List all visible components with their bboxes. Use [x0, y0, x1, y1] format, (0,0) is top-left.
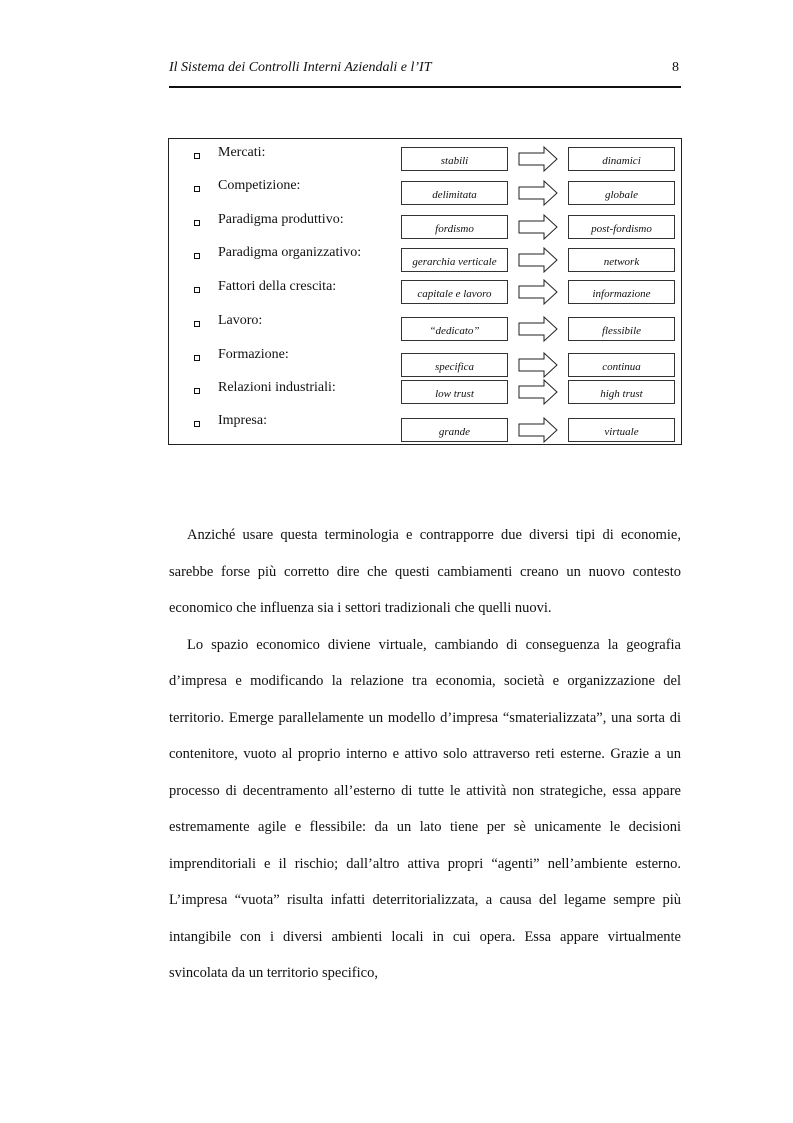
right-arrow-icon — [518, 146, 558, 172]
figure-row-paradigma-organizzativo — [169, 245, 683, 273]
new-state-box: network — [568, 248, 675, 272]
checkbox-bullet-icon — [194, 388, 200, 394]
right-arrow-icon — [518, 316, 558, 342]
row-label: Competizione: — [218, 178, 301, 193]
body-text — [169, 517, 681, 992]
old-state-box: “dedicato” — [401, 317, 508, 341]
old-state-box: fordismo — [401, 215, 508, 239]
right-arrow-icon — [518, 247, 558, 273]
figure-row-relazioni-industriali — [169, 380, 683, 408]
old-state-box: gerarchia verticale — [401, 248, 508, 272]
right-arrow-icon — [518, 214, 558, 240]
checkbox-bullet-icon — [194, 153, 200, 159]
new-state-box: continua — [568, 353, 675, 377]
old-state-box: stabili — [401, 147, 508, 171]
old-state-box: specifica — [401, 353, 508, 377]
row-label: Impresa: — [218, 413, 267, 428]
new-state-box: dinamici — [568, 147, 675, 171]
new-state-box: virtuale — [568, 418, 675, 442]
row-label: Relazioni industriali: — [218, 380, 336, 395]
right-arrow-icon — [518, 379, 558, 405]
old-state-box: capitale e lavoro — [401, 280, 508, 304]
checkbox-bullet-icon — [194, 287, 200, 293]
checkbox-bullet-icon — [194, 186, 200, 192]
row-label: Fattori della crescita: — [218, 279, 337, 294]
figure-row-fattori-crescita — [169, 279, 683, 307]
paragraph: Lo spazio economico diviene virtuale, cambiando di conseguenza la geografia d’impresa e modificando la relazione tra economia, società e organizzazione del territorio. Emerge parallelamente un modello d’impresa “smaterializzata”, una sorta di contenitore, vuoto al proprio interno e attivo solo attraverso reti esterne. Grazie a un processo di decentramento all’esterno di tutte le attività non strategiche, essa appare estremamente agile e flessibile: da un lato tiene per sè unicamente le decisioni imprenditoriali e il rischio; dall’altro attiva propri “agenti” nell’ambiente esterno. L’impresa “vuota” risulta infatti deterritorializzata, a causa del legame sempre più intangibile con i diversi ambienti locali in cui opera. Essa appare virtualmente svincolata da un territorio specifico, — [169, 636, 681, 981]
new-state-box: high trust — [568, 380, 675, 404]
right-arrow-icon — [518, 417, 558, 443]
page-number: 8 — [672, 60, 679, 75]
figure-row-competizione — [169, 178, 683, 206]
row-label: Mercati: — [218, 145, 266, 160]
figure-row-paradigma-produttivo — [169, 212, 683, 240]
checkbox-bullet-icon — [194, 253, 200, 259]
figure-row-lavoro — [169, 313, 683, 341]
page-header — [169, 58, 681, 88]
figure-row-mercati — [169, 145, 683, 173]
running-title: Il Sistema dei Controlli Interni Aziendali e l’IT — [169, 60, 432, 75]
figure-row-impresa — [169, 413, 683, 441]
right-arrow-icon — [518, 180, 558, 206]
new-state-box: flessibile — [568, 317, 675, 341]
row-label: Paradigma produttivo: — [218, 212, 344, 227]
old-state-box: grande — [401, 418, 508, 442]
paragraph: Anziché usare questa terminologia e contrapporre due diversi tipi di economie, sarebbe forse più corretto dire che questi cambiamenti creano un nuovo contesto economico che influenza sia i settori tradizionali che quelli nuovi. — [169, 527, 681, 616]
row-label: Paradigma organizzativo: — [218, 245, 362, 260]
old-state-box: low trust — [401, 380, 508, 404]
new-state-box: globale — [568, 181, 675, 205]
figure-row-formazione — [169, 347, 683, 375]
right-arrow-icon — [518, 352, 558, 378]
checkbox-bullet-icon — [194, 421, 200, 427]
new-state-box: post-fordismo — [568, 215, 675, 239]
checkbox-bullet-icon — [194, 220, 200, 226]
row-label: Lavoro: — [218, 313, 263, 328]
comparison-figure — [168, 138, 682, 445]
old-state-box: delimitata — [401, 181, 508, 205]
checkbox-bullet-icon — [194, 355, 200, 361]
checkbox-bullet-icon — [194, 321, 200, 327]
new-state-box: informazione — [568, 280, 675, 304]
row-label: Formazione: — [218, 347, 289, 362]
right-arrow-icon — [518, 279, 558, 305]
